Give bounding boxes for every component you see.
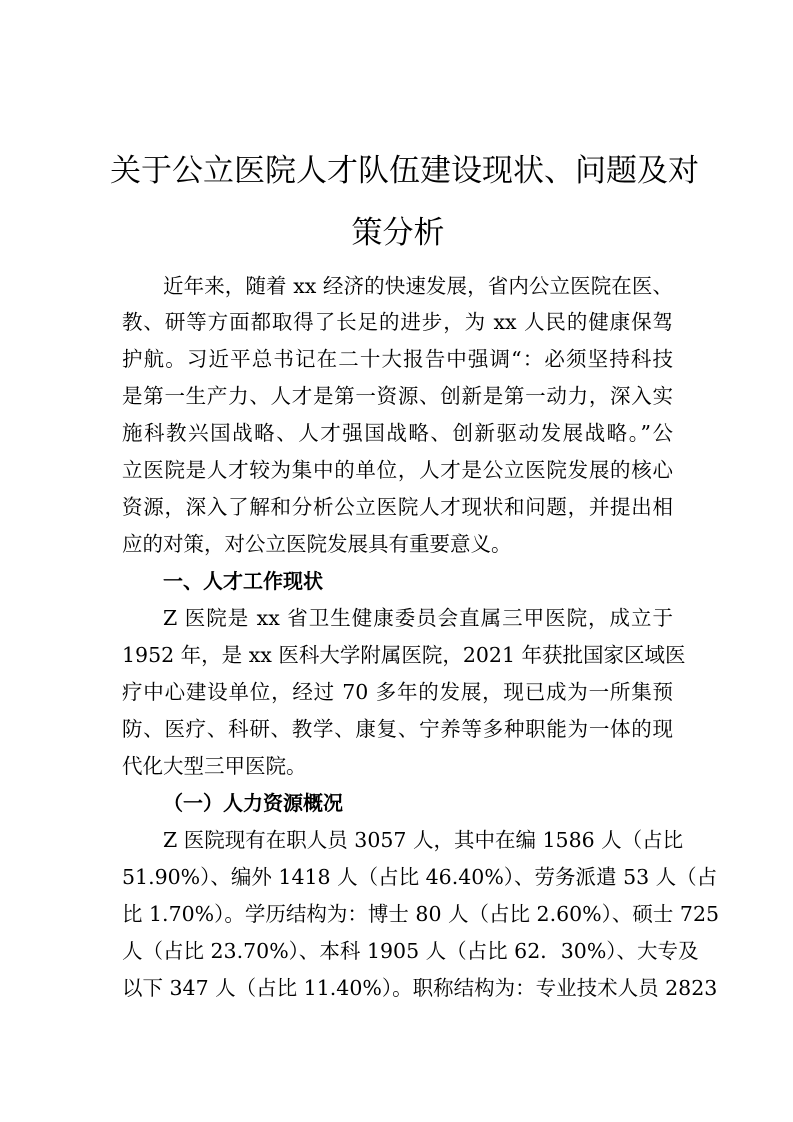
- intro-paragraph-line: 资源，深入了解和分析公立医院人才现状和问题，并提出相: [122, 495, 673, 519]
- subsection-paragraph-line: 以下 347 人（占比 11.40%）。职称结构为：专业技术人员 2823: [122, 976, 718, 1000]
- intro-paragraph-line: 近年来，随着 xx 经济的快速发展，省内公立医院在医、: [163, 274, 673, 298]
- intro-paragraph-line: 立医院是人才较为集中的单位，人才是公立医院发展的核心: [122, 458, 673, 482]
- subsection-paragraph-line: 比 1.70%）。学历结构为：博士 80 人（占比 2.60%）、硕士 725: [122, 902, 720, 926]
- intro-paragraph-line: 施科教兴国战略、人才强国战略、创新驱动发展战略。”公: [122, 421, 673, 445]
- section-paragraph-line: Z 医院是 xx 省卫生健康委员会直属三甲医院，成立于: [163, 606, 673, 630]
- intro-paragraph-line: 是第一生产力、人才是第一资源、创新是第一动力，深入实: [122, 384, 673, 408]
- subsection-paragraph-line: Z 医院现有在职人员 3057 人，其中在编 1586 人（占比: [163, 828, 684, 852]
- section-paragraph-line: 疗中心建设单位，经过 70 多年的发展，现已成为一所集预: [122, 680, 673, 704]
- document-title-line-1: 关于公立医院人才队伍建设现状、问题及对: [110, 153, 699, 189]
- intro-paragraph-line: 应的对策，对公立医院发展具有重要意义。: [122, 532, 512, 556]
- section-paragraph-line: 1952 年，是 xx 医科大学附属医院，2021 年获批国家区域医: [122, 643, 686, 667]
- document-title-line-2: 策分析: [351, 215, 445, 251]
- section-paragraph-line: 防、医疗、科研、教学、康复、宁养等多种职能为一体的现: [122, 717, 673, 741]
- intro-paragraph-line: 护航。习近平总书记在二十大报告中强调“：必须坚持科技: [122, 347, 673, 371]
- subsection-heading: （一）人力资源概况: [163, 791, 343, 815]
- intro-paragraph-line: 教、研等方面都取得了长足的进步，为 xx 人民的健康保驾: [122, 310, 673, 334]
- section-heading: 一、人才工作现状: [163, 569, 323, 593]
- subsection-paragraph-line: 51.90%）、编外 1418 人（占比 46.40%）、劳务派遣 53 人（占: [122, 865, 718, 889]
- section-paragraph-line: 代化大型三甲医院。: [122, 754, 307, 778]
- subsection-paragraph-line: 人（占比 23.70%）、本科 1905 人（占比 62．30%）、大专及: [122, 939, 699, 963]
